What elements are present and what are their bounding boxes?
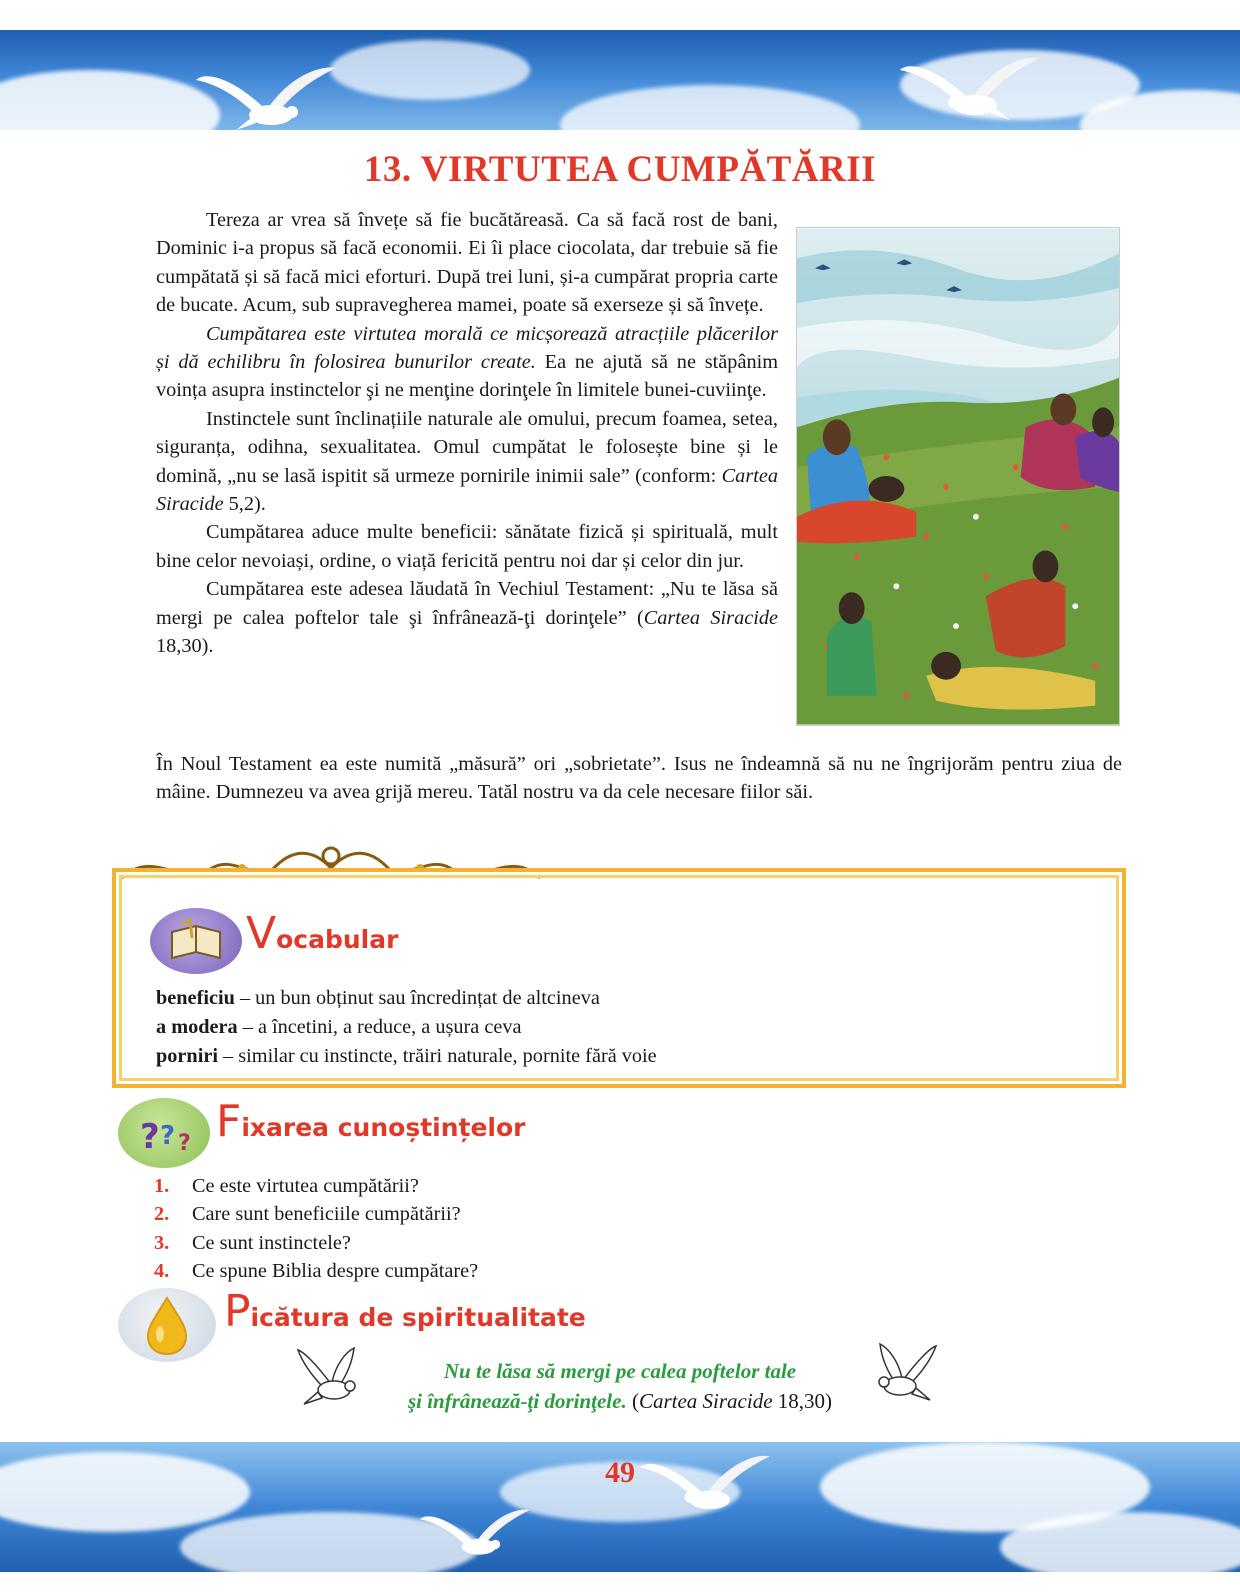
list-item: 2. Care sunt beneficiile cumpătării? bbox=[154, 1203, 461, 1226]
page-title: 13. VIRTUTEA CUMPĂTĂRII bbox=[363, 149, 877, 190]
definition-italic: Cumpătarea este virtutea morală ce micșorează atracțiile plăcerilor și dă echilibru în folosirea bunurilor create. bbox=[156, 322, 778, 374]
paragraph: Cumpătarea este virtutea morală ce micșorează atracțiile plăcerilor și dă echilibru în folosirea bunurilor create. Ea ne ajută să ne stăpânim voința asupra instinctelor şi ne menţine dorinţele în limitele bunei-cuviinţe. bbox=[156, 322, 778, 402]
vocabulary-item: porniri – similar cu instincte, trăiri naturale, pornite fără voie bbox=[156, 1045, 657, 1067]
paragraph: Cumpătarea este adesea lăudată în Vechiul Testament: „Nu te lăsa să mergi pe calea poftelor tale şi înfrânează-ţi dorinţele” (Cartea Siracide 18,30). bbox=[156, 578, 778, 658]
list-item: 3. Ce sunt instinctele? bbox=[154, 1231, 351, 1254]
drop-icon bbox=[118, 1288, 216, 1362]
vocabulary-item: a modera – a încetini, a reduce, a ușura ceva bbox=[156, 1016, 522, 1038]
questions-list bbox=[154, 1172, 478, 1286]
page-number: 49 bbox=[605, 1456, 635, 1489]
top-sky-banner bbox=[0, 30, 1240, 130]
dove-icon bbox=[900, 50, 1040, 130]
paragraph: Instinctele sunt înclinațiile naturale ale omului, precum foamea, setea, siguranța, odihna, sexualitatea. Omul cumpătat le folosește bine și le domină, „nu se lasă ispitit să urmeze pornirile inimii sale” (conform: Cartea Siracide 5,2). bbox=[156, 407, 778, 516]
paragraph: Tereza ar vrea să învețe să fie bucătăreasă. Ca să facă rost de bani, Dominic i-a propus să facă economii. Ei îi place ciocolata, dar trebuie să fie cumpătată și să facă mici eforturi. După trei luni, și-a cumpărat propria carte de bucate. Acum, sub supravegherea mamei, poate să exerseze și să învețe. bbox=[156, 209, 778, 317]
spirituality-heading: Picătura de spiritualitate bbox=[224, 1286, 586, 1337]
knowledge-heading: Fixarea cunoștințelor bbox=[216, 1096, 526, 1147]
question-marks-icon bbox=[118, 1098, 210, 1168]
spiritual-quote: Nu te lăsa să mergi pe calea poftelor tale şi înfrânează-ţi dorinţele. (Cartea Siracide 18,30) bbox=[407, 1359, 833, 1413]
svg-text:?: ? bbox=[140, 1117, 160, 1157]
svg-text:?: ? bbox=[178, 1131, 191, 1156]
painting-illustration bbox=[796, 227, 1120, 726]
svg-text:?: ? bbox=[160, 1121, 176, 1151]
vocabulary-heading: Vocabular bbox=[246, 908, 399, 959]
list-item: 1. Ce este virtutea cumpătării? bbox=[154, 1175, 419, 1197]
vocabulary-list bbox=[156, 984, 657, 1071]
dove-icon bbox=[420, 1502, 530, 1568]
paragraph: Cumpătarea aduce multe beneficii: sănătate fizică și spirituală, mult bine celor nevoiași, ordine, o viață fericită pentru noi dar și celor din jur. bbox=[156, 521, 778, 572]
lesson-text-column bbox=[156, 206, 778, 661]
book-icon bbox=[150, 908, 242, 974]
dove-icon bbox=[196, 60, 336, 130]
paragraph-full-width: În Noul Testament ea este numită „măsură” ori „sobrietate”. Isus ne îndeamnă să nu ne îngrijorăm pentru ziua de mâine. Dumnezeu va avea grijă mereu. Tatăl nostru va da cele necesare fiilor săi. bbox=[156, 753, 1122, 804]
list-item: 4. Ce spune Biblia despre cumpătare? bbox=[154, 1260, 479, 1283]
vocabulary-item: beneficiu – un bun obținut sau încredințat de altcineva bbox=[156, 987, 600, 1009]
